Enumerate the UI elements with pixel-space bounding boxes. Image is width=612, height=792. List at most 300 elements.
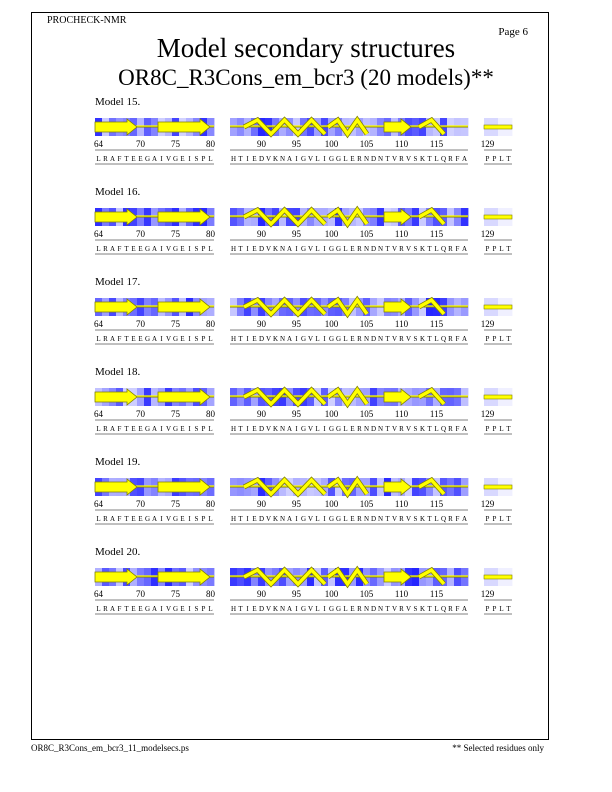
residue-number: 115 <box>429 319 444 329</box>
residue-letter: F <box>455 245 460 253</box>
residue-letter: Q <box>440 515 447 523</box>
residue-letter: P <box>201 425 206 433</box>
residue-letter: K <box>272 515 279 523</box>
residue-letter: A <box>151 335 158 343</box>
residue-letter: D <box>370 425 377 433</box>
residue-letter: E <box>350 335 355 343</box>
residue-letter: G <box>328 155 335 163</box>
residue-letter: K <box>272 155 279 163</box>
residue-number: 115 <box>429 229 444 239</box>
residue-letter: K <box>272 245 279 253</box>
residue-letter: G <box>328 425 335 433</box>
residue-letter: A <box>286 245 293 253</box>
residue-letter: R <box>357 425 362 433</box>
residue-letter: N <box>377 155 384 163</box>
residue-number: 80 <box>206 139 215 149</box>
residue-letter: T <box>506 155 511 163</box>
residue-letter: N <box>279 335 286 343</box>
residue-letter: I <box>188 605 191 613</box>
residue-number: 100 <box>324 229 339 239</box>
residue-letter: E <box>252 425 257 433</box>
residue-letter: V <box>391 335 398 343</box>
residue-letter: I <box>323 245 326 253</box>
residue-letter: F <box>455 515 460 523</box>
residue-letter: E <box>180 155 185 163</box>
residue-letter: A <box>286 605 293 613</box>
residue-letter: T <box>385 245 390 253</box>
residue-letter: S <box>194 605 199 613</box>
residue-letter: L <box>315 425 320 433</box>
residue-letter: P <box>485 425 490 433</box>
residue-letter: N <box>279 515 286 523</box>
residue-letter: P <box>492 605 497 613</box>
residue-letter: G <box>335 425 342 433</box>
residue-letter: V <box>405 605 412 613</box>
residue-number: 105 <box>359 409 374 419</box>
residue-letter: I <box>160 245 163 253</box>
residue-letter: S <box>194 425 199 433</box>
residue-letter: D <box>370 155 377 163</box>
residue-letter: I <box>160 515 163 523</box>
residue-letter: S <box>413 515 418 523</box>
residue-letter: I <box>160 335 163 343</box>
residue-number: 64 <box>94 229 103 239</box>
residue-letter: R <box>399 335 404 343</box>
residue-number: 100 <box>324 409 339 419</box>
residue-letter: L <box>499 425 504 433</box>
residue-letter: Q <box>440 605 447 613</box>
residue-letter: G <box>300 155 307 163</box>
residue-letter: L <box>343 605 348 613</box>
residue-letter: L <box>208 335 213 343</box>
residue-letter: H <box>230 515 237 523</box>
residue-number: 129 <box>480 409 495 419</box>
residue-letter: T <box>427 605 432 613</box>
residue-letter: N <box>279 605 286 613</box>
residue-letter: E <box>350 515 355 523</box>
residue-letter: R <box>357 245 362 253</box>
residue-number: 105 <box>359 229 374 239</box>
residue-number: 105 <box>359 139 374 149</box>
secondary-structure-track <box>0 568 612 618</box>
residue-letter: G <box>172 425 179 433</box>
residue-letter: I <box>295 425 298 433</box>
residue-letter: S <box>194 155 199 163</box>
residue-letter: L <box>499 245 504 253</box>
residue-letter: F <box>455 605 460 613</box>
residue-letter: A <box>151 515 158 523</box>
secondary-structure-track <box>0 388 612 438</box>
residue-letter: R <box>103 515 108 523</box>
residue-letter: L <box>499 335 504 343</box>
residue-letter: K <box>419 155 426 163</box>
residue-letter: R <box>103 155 108 163</box>
residue-letter: F <box>117 335 122 343</box>
residue-letter: L <box>343 155 348 163</box>
residue-letter: T <box>238 335 243 343</box>
residue-letter: H <box>230 425 237 433</box>
residue-letter: F <box>455 155 460 163</box>
residue-letter: F <box>455 425 460 433</box>
footer-note: ** Selected residues only <box>452 743 544 753</box>
residue-letter: L <box>434 515 439 523</box>
residue-number: 95 <box>292 229 301 239</box>
residue-letter: E <box>180 515 185 523</box>
residue-letter: T <box>238 425 243 433</box>
residue-letter: R <box>357 515 362 523</box>
program-name: PROCHECK-NMR <box>47 15 127 26</box>
residue-number: 110 <box>394 409 409 419</box>
residue-number: 70 <box>136 499 145 509</box>
residue-letter: G <box>300 335 307 343</box>
residue-letter: Q <box>440 245 447 253</box>
footer-filename: OR8C_R3Cons_em_bcr3_11_modelsecs.ps <box>31 743 189 753</box>
residue-number: 64 <box>94 589 103 599</box>
residue-letter: A <box>286 515 293 523</box>
residue-letter: L <box>96 335 101 343</box>
residue-letter: N <box>363 335 370 343</box>
residue-number: 70 <box>136 229 145 239</box>
residue-letter: D <box>370 515 377 523</box>
residue-letter: L <box>315 605 320 613</box>
residue-number: 115 <box>429 589 444 599</box>
model-label: Model 16. <box>95 186 141 198</box>
residue-letter: T <box>427 245 432 253</box>
residue-letter: T <box>427 425 432 433</box>
residue-letter: I <box>246 335 249 343</box>
residue-letter: T <box>124 335 129 343</box>
residue-letter: D <box>258 245 265 253</box>
residue-letter: D <box>258 605 265 613</box>
residue-letter: K <box>272 335 279 343</box>
residue-letter: N <box>377 515 384 523</box>
residue-letter: E <box>131 245 136 253</box>
residue-letter: A <box>286 425 293 433</box>
residue-number: 115 <box>429 499 444 509</box>
residue-number: 64 <box>94 409 103 419</box>
residue-letter: S <box>413 335 418 343</box>
residue-letter: G <box>300 245 307 253</box>
residue-letter: I <box>295 245 298 253</box>
secondary-structure-track <box>0 298 612 348</box>
residue-letter: P <box>485 515 490 523</box>
residue-letter: F <box>117 515 122 523</box>
residue-letter: V <box>391 155 398 163</box>
residue-letter: I <box>323 335 326 343</box>
residue-letter: G <box>300 605 307 613</box>
residue-letter: P <box>201 515 206 523</box>
residue-letter: E <box>180 605 185 613</box>
residue-letter: V <box>307 605 314 613</box>
residue-number: 100 <box>324 319 339 329</box>
residue-number: 100 <box>324 589 339 599</box>
residue-letter: A <box>151 605 158 613</box>
residue-letter: G <box>144 335 151 343</box>
residue-letter: A <box>286 335 293 343</box>
residue-letter: A <box>109 515 116 523</box>
residue-letter: G <box>335 605 342 613</box>
residue-letter: V <box>405 245 412 253</box>
residue-letter: R <box>448 425 453 433</box>
residue-letter: L <box>208 155 213 163</box>
residue-letter: G <box>172 245 179 253</box>
secondary-structure-track <box>0 118 612 168</box>
residue-letter: V <box>265 245 272 253</box>
residue-letter: F <box>117 245 122 253</box>
residue-letter: V <box>391 425 398 433</box>
residue-letter: R <box>448 245 453 253</box>
residue-number: 70 <box>136 139 145 149</box>
page-subtitle: OR8C_R3Cons_em_bcr3 (20 models)** <box>118 65 494 90</box>
residue-letter: K <box>419 245 426 253</box>
residue-letter: D <box>370 335 377 343</box>
residue-number: 75 <box>171 589 180 599</box>
residue-letter: T <box>385 335 390 343</box>
residue-letter: L <box>434 155 439 163</box>
residue-letter: T <box>385 155 390 163</box>
model-label: Model 15. <box>95 96 141 108</box>
residue-letter: T <box>238 245 243 253</box>
residue-letter: P <box>485 605 490 613</box>
residue-letter: V <box>307 425 314 433</box>
residue-letter: N <box>363 425 370 433</box>
residue-letter: T <box>238 605 243 613</box>
residue-letter: I <box>160 605 163 613</box>
residue-number: 64 <box>94 499 103 509</box>
residue-letter: A <box>151 155 158 163</box>
residue-letter: G <box>335 155 342 163</box>
page-number: Page 6 <box>498 26 528 38</box>
residue-letter: D <box>258 335 265 343</box>
residue-letter: P <box>201 605 206 613</box>
residue-letter: I <box>188 425 191 433</box>
coil-tail <box>484 485 512 489</box>
residue-letter: L <box>208 245 213 253</box>
residue-letter: A <box>151 245 158 253</box>
residue-letter: F <box>117 425 122 433</box>
residue-number: 80 <box>206 229 215 239</box>
residue-letter: E <box>131 425 136 433</box>
residue-number: 100 <box>324 139 339 149</box>
residue-letter: I <box>246 155 249 163</box>
residue-letter: A <box>109 335 116 343</box>
residue-letter: G <box>144 155 151 163</box>
residue-number: 75 <box>171 139 180 149</box>
residue-number: 105 <box>359 499 374 509</box>
residue-letter: P <box>485 155 490 163</box>
residue-number: 95 <box>292 409 301 419</box>
residue-letter: R <box>103 335 108 343</box>
residue-letter: I <box>188 335 191 343</box>
residue-letter: T <box>427 155 432 163</box>
residue-letter: I <box>160 425 163 433</box>
residue-letter: L <box>96 155 101 163</box>
residue-letter: E <box>138 515 143 523</box>
residue-letter: I <box>160 155 163 163</box>
residue-letter: A <box>151 425 158 433</box>
residue-letter: R <box>357 155 362 163</box>
coil-tail <box>484 215 512 219</box>
residue-letter: G <box>328 335 335 343</box>
residue-letter: G <box>144 245 151 253</box>
residue-number: 110 <box>394 499 409 509</box>
residue-letter: G <box>144 515 151 523</box>
residue-letter: V <box>307 245 314 253</box>
residue-letter: L <box>315 335 320 343</box>
residue-letter: L <box>208 605 213 613</box>
residue-number: 129 <box>480 139 495 149</box>
residue-number: 75 <box>171 409 180 419</box>
residue-letter: R <box>399 155 404 163</box>
residue-letter: A <box>461 245 468 253</box>
residue-number: 100 <box>324 499 339 509</box>
residue-number: 80 <box>206 319 215 329</box>
residue-letter: A <box>109 605 116 613</box>
residue-number: 95 <box>292 319 301 329</box>
residue-letter: G <box>328 515 335 523</box>
residue-letter: V <box>307 515 314 523</box>
residue-letter: T <box>124 605 129 613</box>
residue-letter: S <box>413 245 418 253</box>
residue-letter: R <box>448 335 453 343</box>
residue-number: 90 <box>257 229 266 239</box>
residue-letter: I <box>295 155 298 163</box>
residue-letter: V <box>265 425 272 433</box>
residue-number: 75 <box>171 319 180 329</box>
residue-letter: N <box>363 245 370 253</box>
residue-number: 110 <box>394 319 409 329</box>
residue-letter: V <box>265 605 272 613</box>
residue-letter: P <box>492 515 497 523</box>
residue-number: 95 <box>292 589 301 599</box>
residue-letter: T <box>427 335 432 343</box>
residue-letter: R <box>399 425 404 433</box>
residue-letter: T <box>385 515 390 523</box>
residue-letter: V <box>405 335 412 343</box>
residue-number: 80 <box>206 589 215 599</box>
residue-letter: Q <box>440 155 447 163</box>
residue-letter: L <box>315 515 320 523</box>
residue-letter: L <box>499 155 504 163</box>
residue-letter: L <box>434 335 439 343</box>
residue-letter: N <box>363 605 370 613</box>
residue-letter: T <box>124 515 129 523</box>
residue-letter: G <box>172 335 179 343</box>
residue-letter: R <box>357 605 362 613</box>
residue-letter: P <box>485 335 490 343</box>
residue-letter: N <box>279 155 286 163</box>
residue-letter: K <box>419 515 426 523</box>
residue-letter: I <box>246 605 249 613</box>
residue-letter: E <box>131 155 136 163</box>
residue-letter: T <box>124 425 129 433</box>
residue-letter: V <box>165 425 172 433</box>
residue-number: 129 <box>480 319 495 329</box>
residue-letter: L <box>499 605 504 613</box>
residue-letter: F <box>455 335 460 343</box>
residue-letter: L <box>343 515 348 523</box>
residue-letter: T <box>506 515 511 523</box>
residue-letter: I <box>188 515 191 523</box>
residue-letter: P <box>492 335 497 343</box>
residue-letter: L <box>315 245 320 253</box>
residue-letter: R <box>448 515 453 523</box>
residue-letter: T <box>124 245 129 253</box>
residue-letter: K <box>272 425 279 433</box>
residue-letter: G <box>335 515 342 523</box>
residue-number: 70 <box>136 409 145 419</box>
residue-letter: A <box>461 155 468 163</box>
residue-letter: L <box>96 515 101 523</box>
residue-letter: N <box>279 425 286 433</box>
residue-letter: G <box>144 605 151 613</box>
residue-letter: I <box>323 605 326 613</box>
residue-letter: R <box>399 515 404 523</box>
residue-letter: E <box>252 245 257 253</box>
residue-letter: E <box>131 515 136 523</box>
residue-letter: E <box>252 605 257 613</box>
residue-letter: L <box>96 605 101 613</box>
residue-letter: P <box>201 245 206 253</box>
residue-letter: E <box>131 335 136 343</box>
residue-number: 90 <box>257 499 266 509</box>
residue-letter: K <box>419 605 426 613</box>
residue-letter: H <box>230 605 237 613</box>
residue-number: 90 <box>257 319 266 329</box>
residue-number: 115 <box>429 409 444 419</box>
residue-letter: E <box>180 335 185 343</box>
model-label: Model 17. <box>95 276 141 288</box>
residue-letter: E <box>138 245 143 253</box>
residue-letter: V <box>405 425 412 433</box>
residue-letter: I <box>246 425 249 433</box>
residue-letter: G <box>335 245 342 253</box>
residue-letter: A <box>286 155 293 163</box>
residue-letter: R <box>448 605 453 613</box>
residue-letter: F <box>117 605 122 613</box>
residue-letter: F <box>117 155 122 163</box>
page-title: Model secondary structures <box>156 33 456 63</box>
residue-letter: P <box>492 245 497 253</box>
residue-number: 75 <box>171 229 180 239</box>
residue-letter: G <box>144 425 151 433</box>
residue-number: 115 <box>429 139 444 149</box>
residue-letter: S <box>413 605 418 613</box>
residue-letter: Q <box>440 335 447 343</box>
residue-letter: N <box>363 515 370 523</box>
residue-letter: V <box>405 155 412 163</box>
residue-number: 80 <box>206 499 215 509</box>
residue-letter: E <box>138 335 143 343</box>
residue-letter: N <box>377 245 384 253</box>
model-label: Model 20. <box>95 546 141 558</box>
residue-letter: V <box>265 515 272 523</box>
residue-letter: T <box>124 155 129 163</box>
residue-letter: N <box>377 335 384 343</box>
residue-letter: S <box>194 335 199 343</box>
residue-letter: E <box>252 155 257 163</box>
residue-letter: L <box>343 335 348 343</box>
residue-number: 110 <box>394 139 409 149</box>
residue-number: 90 <box>257 409 266 419</box>
residue-letter: D <box>258 515 265 523</box>
residue-number: 95 <box>292 499 301 509</box>
residue-letter: I <box>246 515 249 523</box>
residue-letter: I <box>295 605 298 613</box>
residue-number: 70 <box>136 319 145 329</box>
residue-letter: E <box>350 605 355 613</box>
residue-letter: R <box>399 245 404 253</box>
